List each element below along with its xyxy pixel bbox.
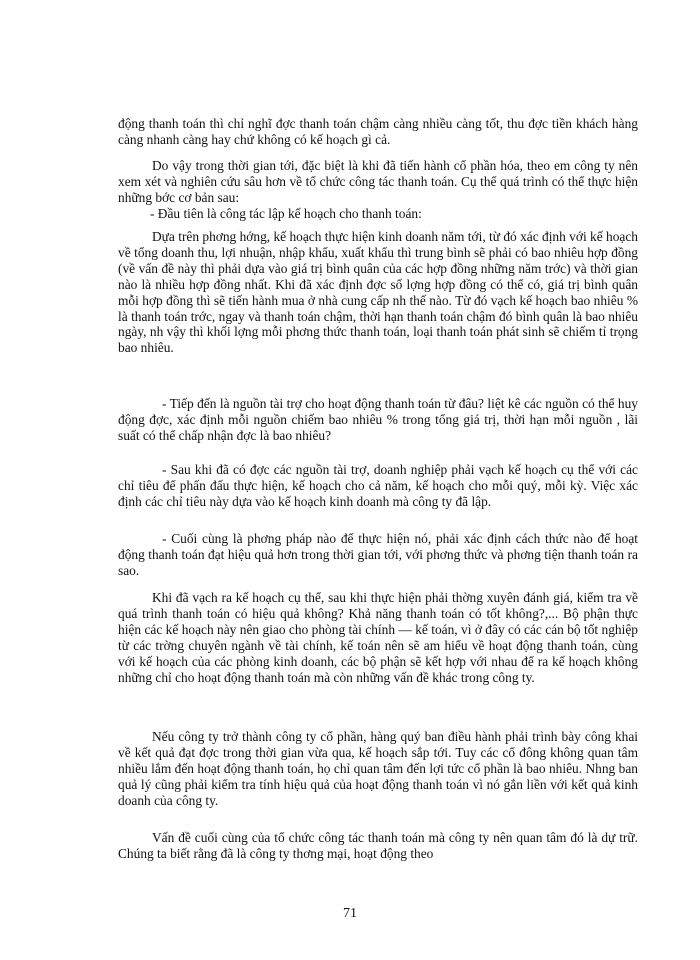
- paragraph-planning-detail: Dựa trên phơng hớng, kế hoạch thực hiện kinh doanh năm tới, từ đó xác định với kế hoạch về tổng doanh thu, lợi nhuận, nhập khẩu, xuất khẩu thì trung bình sẽ phải có bao nhiêu hợp đồng (về vấn đề này thì phải dựa vào giá trị bình quân của các hợp đồng những năm trớc) và thời gian nào là nhiều hợp đồng nhất. Khi đã xác định đợc số lợng hợp đồng có thể có, giá trị bình quân mỗi hợp đồng thì sẽ tiến hành mua ở nhà cung cấp nh thế nào. Từ đó vạch kế hoạch bao nhiêu % là thanh toán trớc, ngay và thanh toán chậm, thời hạn thanh toán chậm đó bình quân là bao nhiêu ngày, nh vậy thì khối lợng mỗi phơng thức thanh toán, loại thanh toán phát sinh sẽ chiếm tỉ trọng bao nhiêu.: [118, 229, 638, 356]
- paragraph-financing-plan: - Sau khi đã có đợc các nguồn tài trợ, doanh nghiệp phải vạch kế hoạch cụ thể với các chỉ tiêu để phấn đấu thực hiện, kế hoạch cho cả năm, kế hoạch cho mỗi quý, mỗi kỳ. Việc xác định các chỉ tiêu này dựa vào kế hoạch kinh doanh mà công ty đã lập.: [118, 462, 638, 509]
- page-number: 71: [343, 906, 357, 921]
- paragraph-funding-sources: - Tiếp đến là nguồn tài trợ cho hoạt động thanh toán từ đâu? liệt kê các nguồn có thể huy động đợc, xác định mỗi nguồn chiếm bao nhiêu % trong tổng giá trị, thời hạn mỗi nguồn , lãi suất có thể chấp nhận đợc là bao nhiêu?: [118, 396, 638, 443]
- paragraph-continuation: động thanh toán thì chỉ nghĩ đợc thanh toán chậm càng nhiều càng tốt, thu đợc tiền khách hàng càng nhanh càng hay chứ không có kế hoạch gì cả.: [118, 116, 638, 147]
- paragraph-restructuring: Do vậy trong thời gian tới, đặc biệt là khi đã tiến hành cổ phần hóa, theo em công ty nên xem xét và nghiên cứu sâu hơn về tổ chức công tác thanh toán. Cụ thể quá trình có thể thực hiện những bớc cơ bản sau:: [118, 158, 638, 205]
- paragraph-method: - Cuối cùng là phơng pháp nào để thực hiện nó, phải xác định cách thức nào để hoạt động thanh toán đạt hiệu quả hơn trong thời gian tới, với phơng thức và phơng tiện thanh toán ra sao.: [118, 531, 638, 578]
- paragraph-step-planning: - Đầu tiên là công tác lập kế hoạch cho thanh toán:: [150, 206, 422, 221]
- paragraph-joint-stock: Nếu công ty trở thành công ty cổ phần, hàng quý ban điều hành phải trình bày công khai về kết quả đạt đợc trong thời gian vừa qua, kế hoạch sắp tới. Tuy các cổ đông không quan tâm nhiều lắm đến hoạt động thanh toán, họ chỉ quan tâm đến lợi tức cổ phần là bao nhiêu. Nhng ban quả lý cũng phải kiểm tra tính hiệu quả của hoạt động thanh toán vì nó gắn liền với kết quả kinh doanh của công ty.: [118, 729, 638, 808]
- paragraph-reserves: Vấn đề cuối cùng của tổ chức công tác thanh toán mà công ty nên quan tâm đó là dự trữ. Chúng ta biết rằng đã là công ty thơng mại, hoạt động theo: [118, 830, 638, 861]
- paragraph-evaluation: Khi đã vạch ra kế hoạch cụ thể, sau khi thực hiện phải thờng xuyên đánh giá, kiểm tra về quá trình thanh toán có hiệu quả không? Khả năng thanh toán có tốt không?,... Bộ phận thực hiện các kế hoạch này nên giao cho phòng tài chính — kế toán, vì ở đây có các cán bộ tốt nghiệp từ các trờng chuyên ngành về tài chính, kế toán nên sẽ am hiểu về hoạt động thanh toán, cùng với kế hoạch của các phòng kinh doanh, các bộ phận sẽ kết hợp với nhau để ra kế hoạch không những chỉ cho hoạt động thanh toán mà còn những vấn đề khác trong công ty.: [118, 590, 638, 685]
